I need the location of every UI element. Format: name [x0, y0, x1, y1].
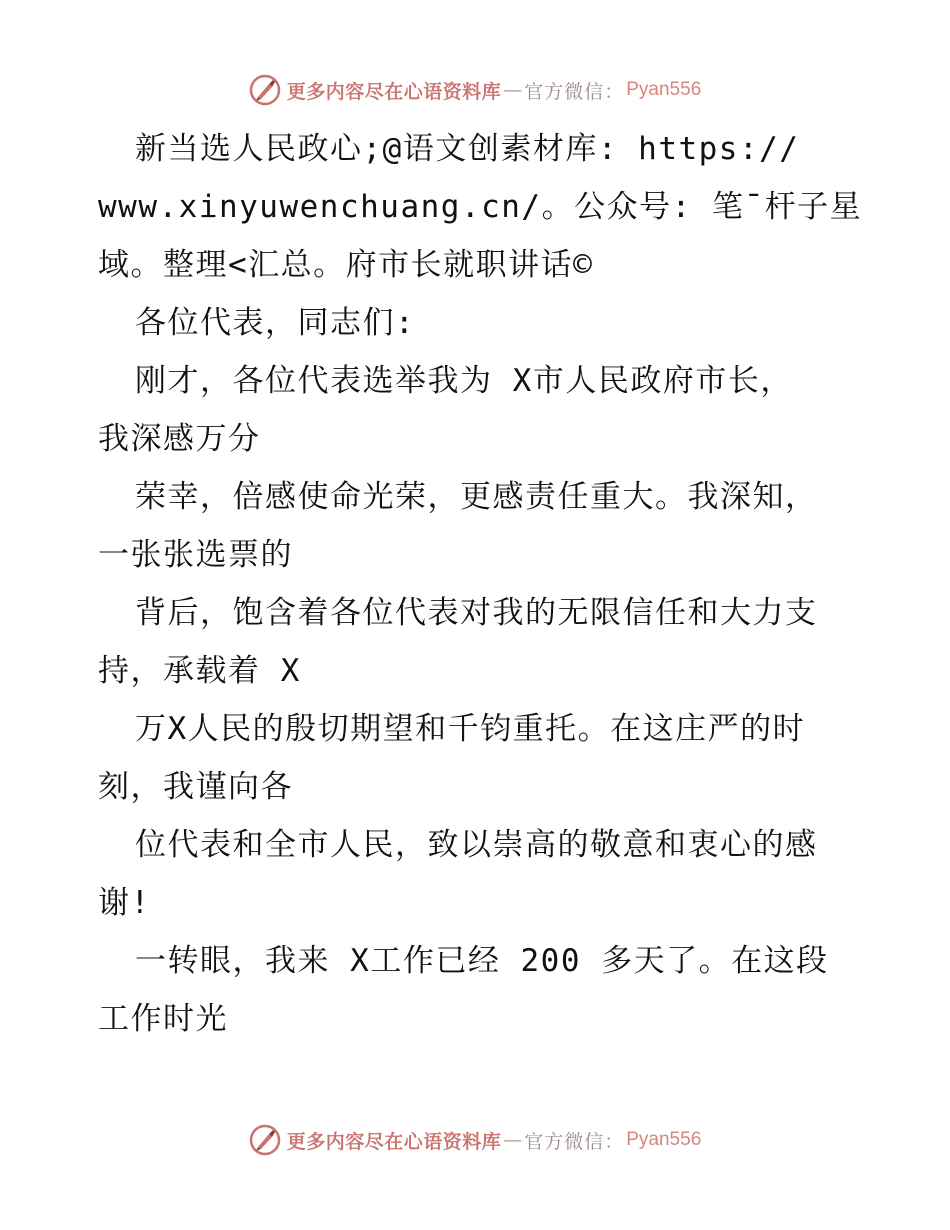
text-line: 域。整理<汇总。府市长就职讲话©	[98, 247, 594, 283]
text-line: 刚才，各位代表选举我为 X市人民政府市长，	[135, 363, 793, 399]
watermark-sub-text: 官方微信：	[524, 1130, 625, 1153]
text-line: www.xinyuwenchuang.cn/。公众号: 笔¯杆子星	[98, 189, 863, 225]
text-line: 一张张选票的	[98, 537, 293, 573]
watermark-footer	[0, 1120, 950, 1160]
text-line: 新当选人民政心;@语文创素材库: https://	[135, 131, 800, 167]
text-line: 万X人民的殷切期望和千钧重托。在这庄严的时	[135, 711, 806, 747]
text-line: 荣幸，倍感使命光荣，更感责任重大。我深知，	[135, 479, 818, 515]
text-line: 谢!	[98, 885, 151, 921]
text-line: 持，承载着 X	[98, 653, 301, 689]
text-line: 工作时光	[98, 1001, 228, 1037]
watermark-handle: Pyan556	[626, 1129, 702, 1150]
text-line: 一转眼，我来 X工作已经 200 多天了。在这段	[135, 943, 829, 979]
text-line: 各位代表，同志们:	[135, 305, 416, 341]
watermark-header	[0, 70, 950, 110]
watermark-dash: —	[503, 79, 523, 101]
pen-logo-icon	[249, 74, 281, 106]
text-line: 位代表和全市人民，致以崇高的敬意和衷心的感	[135, 827, 818, 863]
watermark-dash: —	[503, 1129, 523, 1151]
text-line: 刻，我谨向各	[98, 769, 293, 805]
watermark-main-text: 更多内容尽在心语资料库	[286, 1130, 502, 1153]
watermark-handle: Pyan556	[626, 79, 702, 100]
text-line: 我深感万分	[98, 421, 261, 457]
watermark-sub-text: 官方微信：	[524, 80, 625, 103]
watermark-main-text: 更多内容尽在心语资料库	[286, 80, 502, 103]
document-body	[98, 120, 863, 1048]
pen-logo-icon	[249, 1124, 281, 1156]
text-line: 背后，饱含着各位代表对我的无限信任和大力支	[135, 595, 818, 631]
